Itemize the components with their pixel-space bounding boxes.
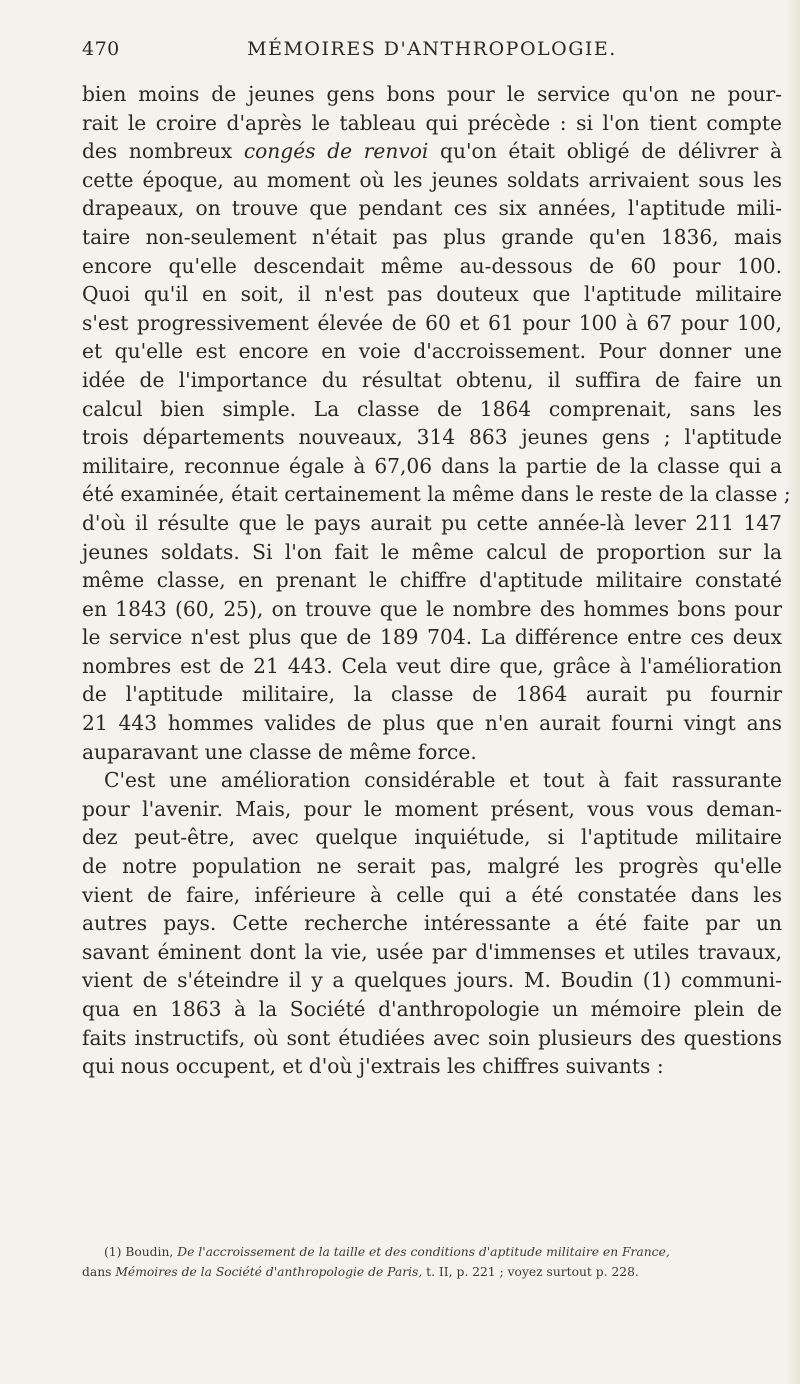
body-text: idée de l'importance du résultat obtenu, il suffira de faire un xyxy=(82,367,782,392)
body-text: qua en 1863 à la Société d'anthropologie un mémoire plein de xyxy=(82,997,782,1021)
body-text: et qu'elle est encore en voie d'accroissement. Pour donner une xyxy=(82,339,782,364)
body-line xyxy=(82,938,782,967)
body-text: qui nous occupent, et d'où j'extrais les chiffres suivants : xyxy=(82,1054,664,1079)
body-line xyxy=(82,395,782,424)
body-text xyxy=(82,80,791,1081)
footnote-text: (1) Boudin, xyxy=(104,1245,178,1259)
body-line xyxy=(82,538,782,567)
body-line xyxy=(82,823,782,852)
body-line xyxy=(82,623,782,652)
body-line xyxy=(82,252,782,281)
body-text: auparavant une classe de même force. xyxy=(82,739,477,764)
body-line xyxy=(82,995,782,1024)
body-line xyxy=(82,423,782,452)
footnote-text: dans xyxy=(82,1265,116,1279)
body-line xyxy=(82,480,791,509)
body-text: des nombreux xyxy=(82,139,244,164)
body-text: trois départements nouveaux, 314 863 jeunes gens ; l'aptitude xyxy=(82,425,782,450)
body-text: jeunes soldats. Si l'on fait le même calcul de proportion sur la xyxy=(82,539,782,564)
running-title: MÉMOIRES D'ANTHROPOLOGIE. xyxy=(247,38,617,60)
body-text: taire non-seulement n'était pas plus grande qu'en 1836, mais xyxy=(82,224,782,249)
body-line xyxy=(82,452,782,481)
body-line xyxy=(82,137,782,166)
body-text: le service n'est plus que de 189 704. La différence entre ces deux xyxy=(82,625,782,650)
body-line xyxy=(82,1024,782,1053)
body-line xyxy=(82,194,782,223)
body-line xyxy=(82,109,782,138)
body-line xyxy=(82,309,782,338)
body-line xyxy=(82,366,782,395)
body-text: encore qu'elle descendait même au-dessous de 60 pour 100. xyxy=(82,253,782,278)
body-text: en 1843 (60, 25), on trouve que le nombre des hommes bons pour xyxy=(82,596,782,621)
body-text: s'est progressivement élevée de 60 et 61 pour 100 à 67 pour 100, xyxy=(82,310,782,335)
page-edge-shadow xyxy=(786,0,800,1384)
body-text: bien moins de jeunes gens bons pour le service qu'on ne pour- xyxy=(82,82,782,106)
footnote-text: t. II, p. 221 ; voyez surtout p. 228. xyxy=(422,1265,639,1279)
body-text: C'est une amélioration considérable et tout à fait rassurante xyxy=(104,768,782,793)
body-text: d'où il résulte que le pays aurait pu cette année-là lever 211 147 xyxy=(82,510,782,535)
body-text: rait le croire d'après le tableau qui précède : si l'on tient compte xyxy=(82,110,782,135)
body-line xyxy=(82,881,782,910)
body-text: Quoi qu'il en soit, il n'est pas douteux que l'aptitude militaire xyxy=(82,282,782,307)
page-number: 470 xyxy=(82,38,120,60)
body-line xyxy=(82,595,782,624)
body-line xyxy=(82,166,782,195)
body-text: dez peut-être, avec quelque inquiétude, si l'aptitude militaire xyxy=(82,825,782,850)
body-line xyxy=(82,509,782,538)
body-text: nombres est de 21 443. Cela veut dire que, grâce à l'amélioration xyxy=(82,653,782,678)
body-line xyxy=(82,280,782,309)
body-line xyxy=(82,80,782,109)
body-line xyxy=(82,766,782,795)
body-line xyxy=(82,852,782,881)
body-line xyxy=(82,566,782,595)
body-line xyxy=(82,966,782,995)
body-text: été examinée, était certainement la même dans le reste de la classe ; xyxy=(82,482,791,507)
body-line xyxy=(82,795,782,824)
body-line xyxy=(82,680,782,709)
body-text: pour l'avenir. Mais, pour le moment présent, vous vous deman- xyxy=(82,796,782,821)
body-line xyxy=(82,223,782,252)
footnote-italic-text: Mémoires de la Société d'anthropologie de Paris, xyxy=(115,1265,423,1279)
footnote-line xyxy=(82,1242,782,1262)
body-text: vient de faire, inférieure à celle qui a été constatée dans les xyxy=(82,882,782,907)
body-line xyxy=(82,337,782,366)
body-text: faits instructifs, où sont étudiées avec soin plusieurs des questions xyxy=(82,1025,782,1050)
body-text: militaire, reconnue égale à 67,06 dans la partie de la classe qui a xyxy=(82,453,782,478)
body-text: même classe, en prenant le chiffre d'aptitude militaire constaté xyxy=(82,568,782,593)
body-line xyxy=(82,738,782,767)
body-italic-text: congés de renvoi xyxy=(243,139,429,164)
body-text: cette époque, au moment où les jeunes soldats arrivaient sous les xyxy=(82,167,782,192)
body-text: de l'aptitude militaire, la classe de 1864 aurait pu fournir xyxy=(82,682,782,707)
body-text: drapeaux, on trouve que pendant ces six années, l'aptitude mili- xyxy=(82,196,782,221)
body-text: qu'on était obligé de délivrer à xyxy=(428,139,782,164)
body-line xyxy=(82,909,782,938)
body-text: savant éminent dont la vie, usée par d'immenses et utiles travaux, xyxy=(82,939,782,964)
body-text: de notre population ne serait pas, malgré les progrès qu'elle xyxy=(82,854,782,879)
footnote-italic-text: De l'accroissement de la taille et des conditions d'aptitude militaire en France, xyxy=(177,1245,670,1259)
footnote-line xyxy=(82,1262,782,1282)
body-text: calcul bien simple. La classe de 1864 comprenait, sans les xyxy=(82,396,782,421)
body-text: vient de s'éteindre il y a quelques jours. M. Boudin (1) communi- xyxy=(82,968,782,993)
body-line xyxy=(82,1052,782,1081)
page-header xyxy=(82,38,782,68)
footnote xyxy=(82,1242,782,1282)
body-line xyxy=(82,652,782,681)
body-text: autres pays. Cette recherche intéressante a été faite par un xyxy=(82,911,782,936)
body-text: 21 443 hommes valides de plus que n'en aurait fourni vingt ans xyxy=(82,711,782,736)
body-line xyxy=(82,709,782,738)
